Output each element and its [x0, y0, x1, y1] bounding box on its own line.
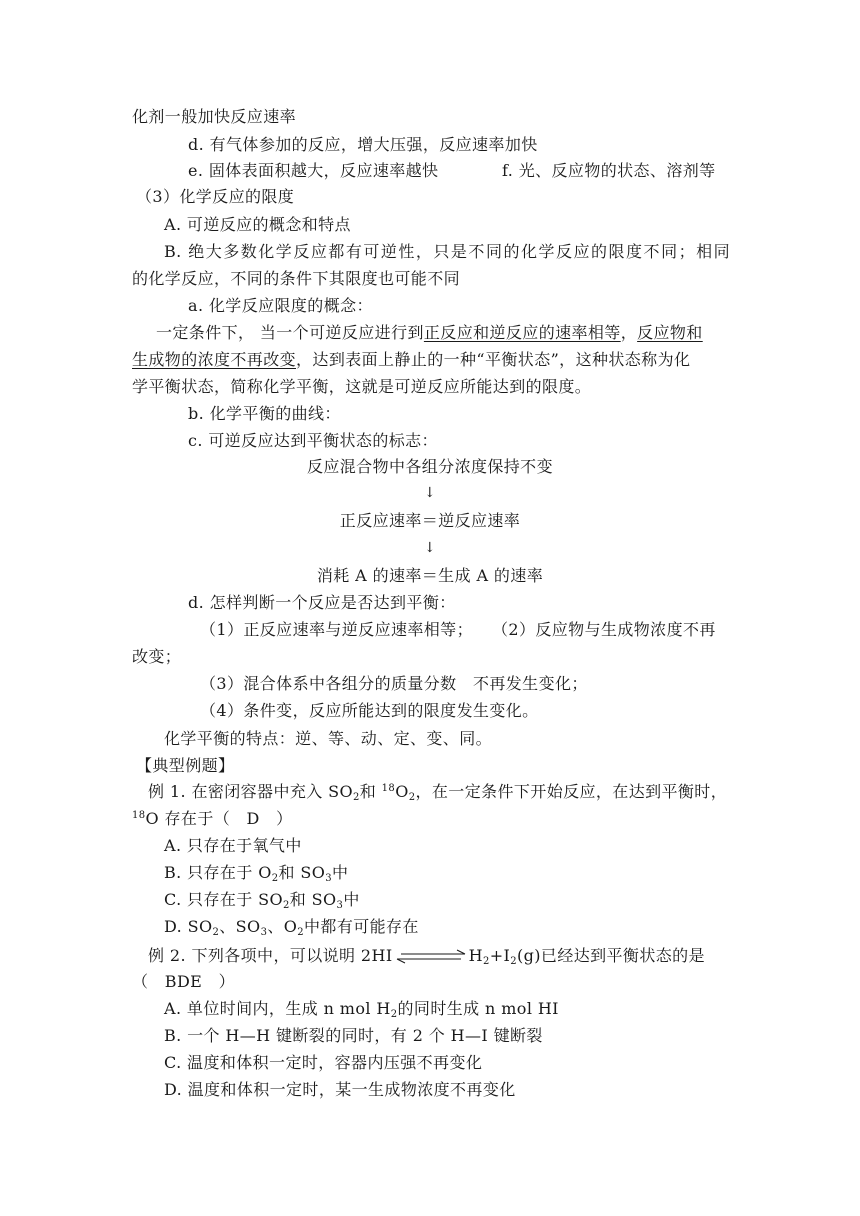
text-line: 化学平衡的特点：逆、等、动、定、变、同。 — [164, 729, 493, 748]
text-line: f. 光、反应物的状态、溶剂等 — [502, 161, 716, 180]
equilibrium-arrow-icon — [395, 949, 467, 965]
down-arrow-icon: ↓ — [423, 485, 437, 501]
flow-step: 反应混合物中各组分浓度保持不变 — [306, 457, 553, 476]
text-line: B. 绝大多数化学反应都有可逆性，只是不同的化学反应的限度不同；相同 — [164, 242, 730, 261]
example-question: $^{18}$O 存在于（ D ） — [132, 809, 293, 828]
section-heading: （3）化学反应的限度 — [136, 187, 295, 206]
text-line: c. 可逆反应达到平衡状态的标志： — [188, 431, 438, 450]
option-b: B. 只存在于 $O_2$和 $SO_3$中 — [164, 863, 349, 884]
underlined-term: 生成物的浓度不再改变 — [132, 350, 297, 369]
example-question: 例 2. 下列各项中，可以说明 2HI $H_2+I_2(g)$已经达到平衡状态的是 — [148, 946, 705, 967]
down-arrow-icon: ↓ — [423, 540, 437, 556]
text-line: 化剂一般加快反应速率 — [132, 107, 297, 126]
text-line: （1）正反应速率与逆反应速率相等； — [200, 620, 473, 639]
option-c: C. 温度和体积一定时，容器内压强不再变化 — [164, 1053, 483, 1072]
text-line: b. 化学平衡的曲线： — [188, 404, 341, 423]
option-d: D. 温度和体积一定时，某一生成物浓度不再变化 — [164, 1080, 516, 1099]
text-line: d. 怎样判断一个反应是否达到平衡： — [188, 593, 456, 612]
underlined-term: 反应物和 — [637, 323, 703, 342]
text-line: e. 固体表面积越大，反应速率越快 — [188, 161, 439, 180]
option-c: C. 只存在于 $SO_2$和 $SO_3$中 — [164, 890, 360, 911]
option-a: A. 只存在于氧气中 — [164, 836, 302, 855]
text-line: A. 可逆反应的概念和特点 — [164, 215, 351, 234]
text-line: a. 化学反应限度的概念： — [188, 296, 373, 315]
text-line: 一定条件下， 当一个可逆反应进行到正反应和逆反应的速率相等，反应物和 — [156, 323, 703, 342]
option-d: D. $SO_2$、$SO_3$、$O_2$中都有可能存在 — [164, 917, 419, 938]
text-line: （3）混合体系中各组分的质量分数 不再发生变化； — [200, 674, 588, 693]
text-line: 的化学反应，不同的条件下其限度也可能不同 — [132, 269, 461, 288]
option-b: B. 一个 H—H 键断裂的同时，有 2 个 H—I 键断裂 — [164, 1026, 543, 1045]
text-line: （4）条件变，反应所能达到的限度发生变化。 — [200, 701, 539, 720]
flow-step: 消耗 A 的速率＝生成 A 的速率 — [316, 566, 544, 585]
text-line: 改变； — [132, 647, 182, 666]
text-line: 学平衡状态，简称化学平衡，这就是可逆反应所能达到的限度。 — [132, 377, 592, 396]
example-answer: （ BDE ） — [132, 972, 236, 991]
example-question: 例 1. 在密闭容器中充入 $SO_2$和 $^{18}O_2$，在一定条件下开始反应，在达到平衡时， — [148, 782, 728, 803]
section-heading: 【典型例题】 — [136, 756, 235, 775]
flow-step: 正反应速率＝逆反应速率 — [339, 511, 521, 530]
underlined-term: 正反应和逆反应的速率相等 — [423, 323, 621, 342]
text-line: （2）反应物与生成物浓度不再 — [492, 620, 716, 639]
text-line: 生成物的浓度不再改变，达到表面上静止的一种“平衡状态”，这种状态称为化 — [132, 350, 691, 369]
text-line: d. 有气体参加的反应，增大压强，反应速率加快 — [188, 135, 538, 154]
option-a: A. 单位时间内，生成 n mol $H_2$的同时生成 n mol HI — [164, 999, 559, 1020]
